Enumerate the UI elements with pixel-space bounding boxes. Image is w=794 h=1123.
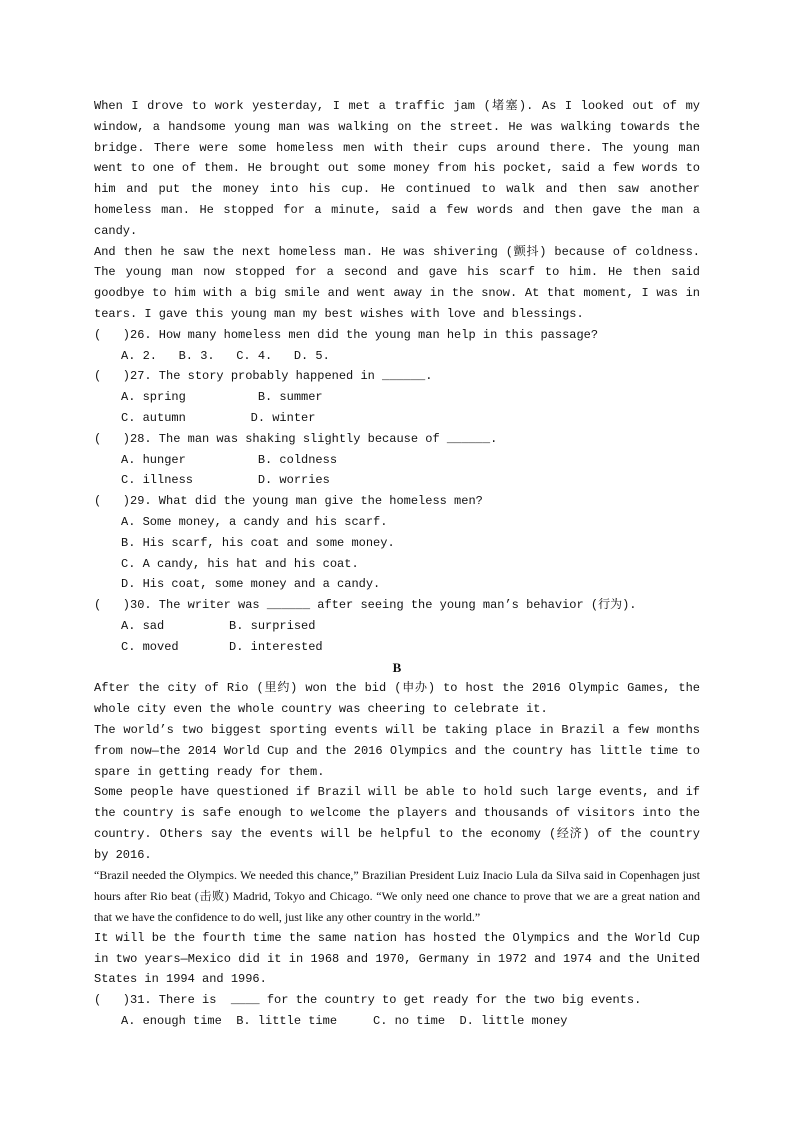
options: A. sad B. surprised [121,618,316,633]
paragraph: After the city of Rio (里约) won the bid (申办) to host the 2016 Olympic Games, the whole city even the whole country was cheering to celebrate it. [94,681,700,717]
paragraph: When I drove to work yesterday, I met a traffic jam (堵塞). As I looked out of my window, a handsome young man was walking on the street. He was walking towards the bridge. There were some homeless men with their cups around there. The young man went to one of them. He brought out some money from his pocket, said a few words to him and put the money into his cup. He continued to walk and then saw another homeless man. He stopped for a minute, said a few words and then gave the man a candy. [94,99,700,238]
paragraph: It will be the fourth time the same nation has hosted the Olympics and the World Cup in two years—Mexico did it in 1968 and 1970, Germany in 1972 and 1974 and the United States in 1994 and 1996. [94,930,700,987]
paragraph: And then he saw the next homeless man. He was shivering (颤抖) because of coldness. The young man now stopped for a second and gave his scarf to him. He then said goodbye to him with a big smile and went away in the snow. At that moment, I was in tears. I gave this young man my best wishes with love and blessings. [94,244,700,321]
options: A. enough time B. little time C. no time D. little money [121,1014,568,1029]
question-31: ( )31. There is ____ for the country to get ready for the two big events. [94,993,642,1008]
question-28: ( )28. The man was shaking slightly because of ______. [94,431,498,446]
passage-b [94,678,700,990]
paragraph: “Brazil needed the Olympics. We needed this chance,” Brazilian President Luiz Inacio Lula da Silva said in Copenhagen just hours after Rio beat (击败) Madrid, Tokyo and Chicago. “We only need one chance to prove that we are a great nation and that we have the confidence to do well, just like any other country in the world.” [94,868,700,925]
options: A. Some money, a candy and his scarf. [121,514,388,529]
options: A. 2. B. 3. C. 4. D. 5. [121,348,330,363]
reading-document [94,96,700,1032]
passage-a [94,96,700,325]
paragraph: Some people have questioned if Brazil will be able to hold such large events, and if the country is safe enough to welcome the players and thousands of visitors into the country. Others say the events will be helpful to the economy (经济) of the country by 2016. [94,785,700,862]
question-29: ( )29. What did the young man give the homeless men? [94,494,483,509]
section-heading: B [392,659,402,675]
options: A. spring B. summer [121,390,323,405]
options: C. illness D. worries [121,473,330,488]
options: C. moved D. interested [121,639,323,654]
options: C. A candy, his hat and his coat. [121,556,359,571]
question-26: ( )26. How many homeless men did the young man help in this passage? [94,327,599,342]
options: B. His scarf, his coat and some money. [121,535,395,550]
questions-b [94,990,700,1032]
question-27: ( )27. The story probably happened in ______. [94,369,433,384]
options: C. autumn D. winter [121,410,316,425]
questions-a [94,325,700,658]
paragraph: The world’s two biggest sporting events will be taking place in Brazil a few months from now—the 2014 World Cup and the 2016 Olympics and the country has little time to spare in getting ready for them. [94,722,700,779]
options: A. hunger B. coldness [121,452,338,467]
options: D. His coat, some money and a candy. [121,577,381,592]
question-30: ( )30. The writer was ______ after seeing the young man’s behavior (行为). [94,598,637,613]
